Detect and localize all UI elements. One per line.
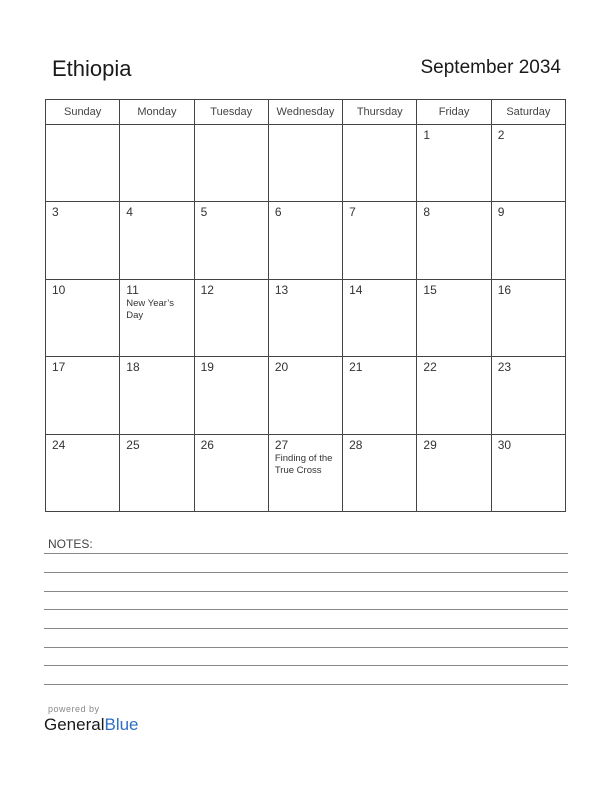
day-cell — [120, 357, 194, 434]
day-cell — [46, 279, 120, 356]
day-number: 21 — [349, 360, 363, 375]
day-number: 29 — [423, 437, 437, 452]
day-number: 11 — [126, 282, 139, 297]
brand-logo — [44, 704, 139, 735]
day-cell — [343, 279, 417, 356]
weekday-header-row — [46, 100, 566, 125]
calendar-body — [46, 125, 566, 512]
brand-general-text: General — [44, 715, 105, 734]
day-number: 18 — [126, 360, 140, 375]
day-cell — [268, 202, 342, 279]
day-number: 20 — [274, 360, 289, 375]
day-number: 19 — [200, 360, 214, 375]
powered-by-text: powered by — [48, 704, 100, 714]
weekday-header: Thursday — [343, 100, 417, 125]
day-cell — [120, 434, 194, 511]
weekday-header: Tuesday — [194, 100, 268, 125]
week-row — [46, 434, 566, 511]
day-cell — [194, 202, 268, 279]
day-number: 24 — [52, 437, 66, 452]
day-number: 7 — [349, 205, 356, 220]
note-line — [44, 609, 568, 610]
day-number: 14 — [349, 282, 363, 297]
day-cell — [46, 357, 120, 434]
country-title: Ethiopia — [52, 56, 132, 81]
day-cell — [268, 279, 342, 356]
day-cell — [120, 125, 194, 202]
day-number: 13 — [274, 282, 289, 297]
note-line — [44, 647, 568, 648]
day-number: 16 — [497, 282, 512, 297]
day-cell — [491, 434, 565, 511]
day-number: 12 — [200, 282, 214, 297]
day-cell — [343, 125, 417, 202]
week-row — [46, 125, 566, 202]
day-cell — [194, 357, 268, 434]
day-number: 3 — [52, 205, 59, 220]
day-cell — [268, 125, 342, 202]
day-cell — [491, 279, 565, 356]
day-cell — [268, 434, 342, 511]
day-number: 1 — [423, 128, 431, 142]
day-number: 9 — [497, 205, 505, 220]
note-line — [44, 684, 568, 685]
day-cell — [120, 279, 194, 356]
holiday-label: Finding of the True Cross — [274, 452, 333, 476]
note-line — [44, 628, 568, 629]
day-cell — [120, 202, 194, 279]
day-cell — [46, 125, 120, 202]
day-cell — [194, 125, 268, 202]
holiday-label: New Year’s Day — [126, 297, 174, 321]
weekday-header: Monday — [120, 100, 194, 125]
day-number: 6 — [274, 205, 282, 220]
brand-name — [44, 715, 139, 735]
day-cell — [343, 434, 417, 511]
day-number: 8 — [423, 205, 431, 220]
note-line — [44, 591, 568, 592]
day-cell — [417, 434, 491, 511]
day-cell — [417, 279, 491, 356]
day-cell — [46, 434, 120, 511]
day-cell — [268, 357, 342, 434]
note-line — [44, 665, 568, 666]
note-line — [44, 553, 568, 554]
day-cell — [417, 357, 491, 434]
day-number: 4 — [126, 205, 133, 220]
day-cell — [491, 357, 565, 434]
day-cell — [46, 202, 120, 279]
day-cell — [417, 125, 491, 202]
weekday-header: Wednesday — [268, 100, 342, 125]
brand-blue-text: Blue — [104, 715, 139, 734]
day-cell — [343, 202, 417, 279]
weekday-header: Saturday — [491, 100, 565, 125]
week-row — [46, 279, 566, 356]
weekday-header: Sunday — [46, 100, 120, 125]
day-number: 15 — [423, 282, 437, 297]
day-cell — [417, 202, 491, 279]
calendar-grid — [45, 99, 566, 512]
day-cell — [491, 125, 565, 202]
week-row — [46, 202, 566, 279]
day-cell — [491, 202, 565, 279]
day-number: 23 — [497, 360, 512, 375]
day-number: 22 — [423, 360, 437, 375]
week-row — [46, 357, 566, 434]
day-number: 5 — [200, 205, 208, 220]
day-number: 2 — [497, 128, 505, 142]
day-number: 17 — [52, 360, 66, 375]
day-number: 26 — [200, 437, 214, 452]
weekday-header: Friday — [417, 100, 491, 125]
notes-label: NOTES: — [48, 537, 93, 551]
day-cell — [194, 434, 268, 511]
day-cell — [343, 357, 417, 434]
day-number: 28 — [349, 437, 363, 452]
day-number: 10 — [52, 282, 66, 297]
day-number: 30 — [497, 437, 512, 452]
month-title: September 2034 — [420, 57, 561, 78]
day-number: 27 — [274, 437, 289, 452]
day-cell — [194, 279, 268, 356]
note-line — [44, 572, 568, 573]
day-number: 25 — [126, 437, 140, 452]
